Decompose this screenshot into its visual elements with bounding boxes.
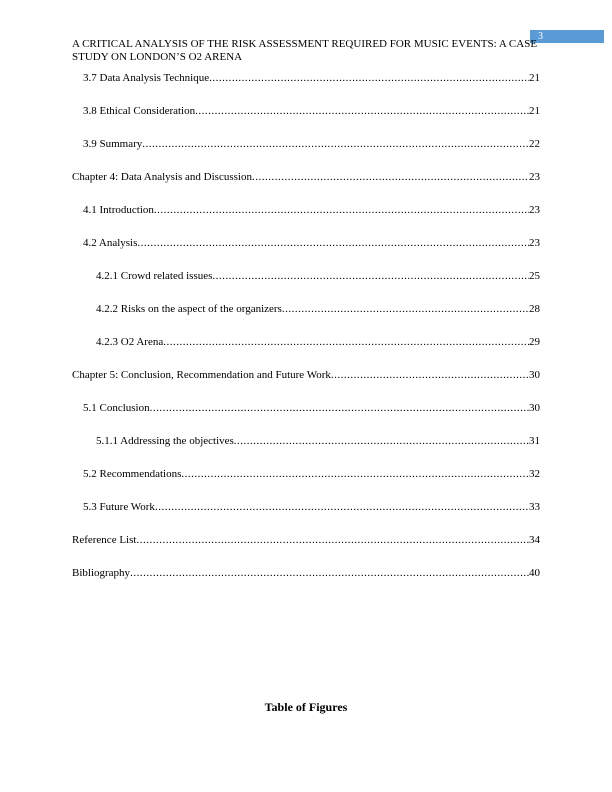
toc-entry-title: 3.8 Ethical Consideration [83,105,196,117]
toc-entry[interactable] [72,137,540,151]
page-number: 3 [530,30,604,43]
toc-entry-title: 3.9 Summary [83,138,143,150]
toc-entry-title: 4.2.2 Risks on the aspect of the organizers [96,303,282,315]
toc-dot-leader [163,335,529,349]
toc-entry-page: 30 [529,402,540,414]
toc-entry[interactable] [72,500,540,514]
toc-dot-leader [181,467,529,481]
toc-entry[interactable] [72,533,540,547]
toc-entry-title: 5.3 Future Work [83,501,155,513]
toc-dot-leader [212,269,529,283]
toc-dot-leader [155,500,529,514]
toc-entry-page: 28 [529,303,540,315]
toc-entry-page: 32 [529,468,540,480]
toc-entry[interactable] [72,401,540,415]
toc-entry-page: 29 [529,336,540,348]
toc-entry[interactable] [72,269,540,283]
table-of-figures-heading: Table of Figures [264,700,348,714]
toc-entry[interactable] [72,71,540,85]
toc-dot-leader [195,104,529,118]
toc-dot-leader [136,533,529,547]
toc-dot-leader [142,137,529,151]
toc-dot-leader [150,401,529,415]
toc-entry-page: 30 [529,369,540,381]
toc-entry-title: Chapter 5: Conclusion, Recommendation and Future Work [72,369,331,381]
toc-dot-leader [252,170,529,184]
toc-entry-title: 4.2 Analysis [83,237,138,249]
toc-entry[interactable] [72,368,540,382]
toc-entry-title: 5.1.1 Addressing the objectives [96,435,234,447]
toc-dot-leader [130,566,529,580]
toc-entry-page: 22 [529,138,540,150]
toc-entry[interactable] [72,104,540,118]
toc-entry[interactable] [72,467,540,481]
toc-dot-leader [234,434,529,448]
toc-entry-page: 25 [529,270,540,282]
toc-entry-page: 40 [529,567,540,579]
toc-dot-leader [137,236,529,250]
toc-entry-title: Bibliography [72,567,131,579]
toc-dot-leader [209,71,529,85]
running-header: A CRITICAL ANALYSIS OF THE RISK ASSESSMENT REQUIRED FOR MUSIC EVENTS: A CASE STUDY ON LONDON’S O2 ARENA [72,38,538,63]
toc-entry[interactable] [72,335,540,349]
toc-dot-leader [331,368,529,382]
toc-dot-leader [282,302,529,316]
toc-entry[interactable] [72,434,540,448]
toc-entry[interactable] [72,203,540,217]
toc-entry-page: 34 [529,534,540,546]
toc-entry-title: Chapter 4: Data Analysis and Discussion [72,171,252,183]
toc-entry-title: Reference List [72,534,137,546]
toc-entry-title: 5.2 Recommendations [83,468,182,480]
toc-entry[interactable] [72,170,540,184]
toc-entry-page: 21 [529,105,540,117]
toc-entry-page: 33 [529,501,540,513]
toc-entry-page: 23 [529,204,540,216]
toc-entry-title: 4.2.3 O2 Arena [96,336,164,348]
toc-dot-leader [154,203,529,217]
toc-entry[interactable] [72,236,540,250]
toc-entry-page: 23 [529,171,540,183]
toc-entry-title: 5.1 Conclusion [83,402,150,414]
toc-entry-page: 21 [529,72,540,84]
toc-entry-page: 31 [529,435,540,447]
toc-entry-title: 4.1 Introduction [83,204,154,216]
toc-entry[interactable] [72,566,540,580]
toc-entry-page: 23 [529,237,540,249]
toc-entry-title: 3.7 Data Analysis Technique [83,72,210,84]
toc-entry-title: 4.2.1 Crowd related issues [96,270,213,282]
toc-entry[interactable] [72,302,540,316]
